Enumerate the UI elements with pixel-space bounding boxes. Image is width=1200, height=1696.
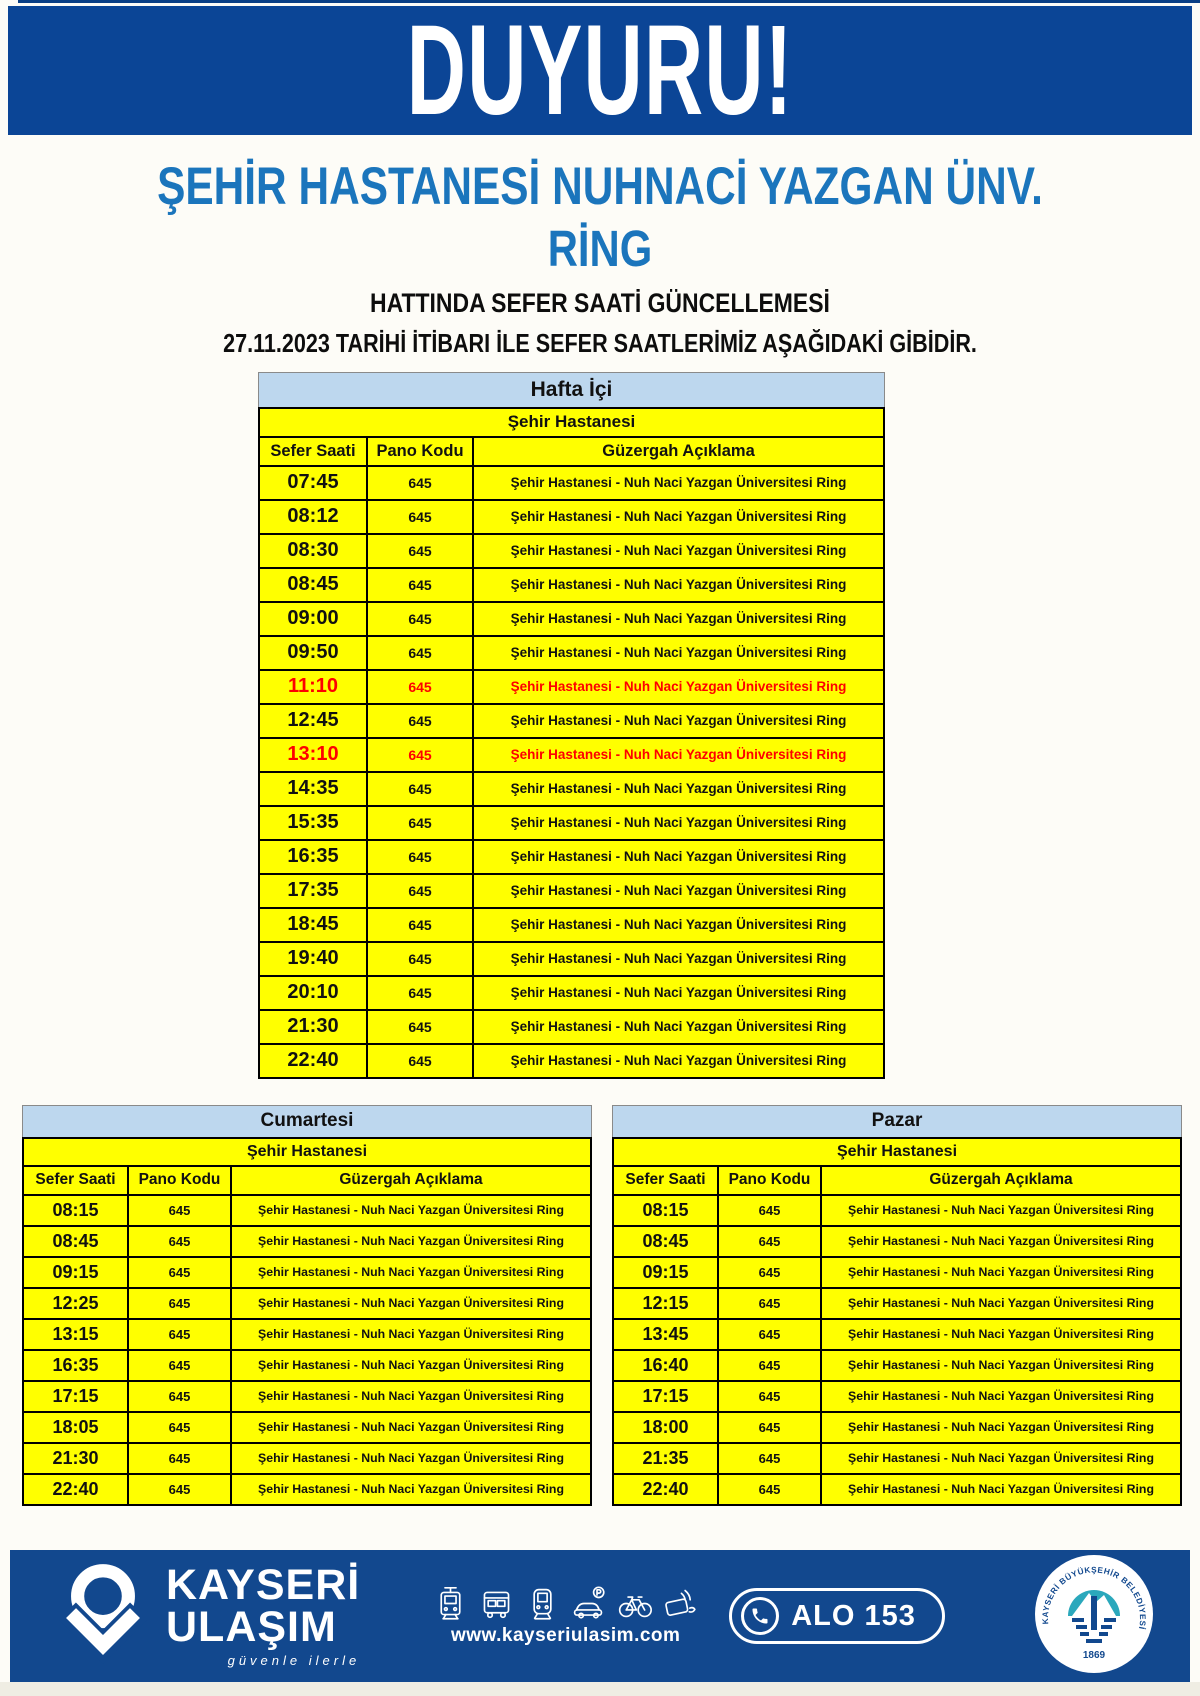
pano-code-cell: 645 [366, 807, 472, 839]
pano-code-cell: 645 [366, 467, 472, 499]
pano-code-cell: 645 [366, 943, 472, 975]
column-header-time: Sefer Saati [625, 1171, 706, 1189]
departure-time-cell: 22:40 [642, 1478, 689, 1499]
departure-time-cell: 07:45 [287, 471, 339, 494]
pano-code-cell: 645 [366, 603, 472, 635]
departure-time-cell: 14:35 [287, 777, 339, 800]
route-description-cell: Şehir Hastanesi - Nuh Naci Yazgan Üniversitesi Ring [820, 1444, 1180, 1473]
route-description-cell: Şehir Hastanesi - Nuh Naci Yazgan Üniversitesi Ring [820, 1351, 1180, 1380]
pano-code-cell: 645 [717, 1444, 820, 1473]
schedule-row [260, 943, 883, 977]
departure-time-cell: 18:45 [287, 913, 339, 936]
schedule-row [614, 1196, 1180, 1227]
table-day-header: Cumartesi [22, 1105, 592, 1137]
column-header-time: Sefer Saati [35, 1171, 116, 1189]
pano-code-cell: 645 [717, 1320, 820, 1349]
schedule-row [614, 1444, 1180, 1475]
route-description-cell: Şehir Hastanesi - Nuh Naci Yazgan Üniversitesi Ring [472, 841, 883, 873]
hotline-number: ALO 153 [791, 1599, 916, 1632]
pano-code-cell: 645 [366, 977, 472, 1009]
departure-time-cell: 12:25 [52, 1292, 99, 1313]
schedule-row [24, 1289, 590, 1320]
brand-tagline: güvenle ilerle [227, 1653, 361, 1669]
departure-time-cell: 21:35 [642, 1447, 689, 1468]
column-header-route: Güzergah Açıklama [230, 1167, 590, 1194]
route-description-cell: Şehir Hastanesi - Nuh Naci Yazgan Üniversitesi Ring [472, 1045, 883, 1077]
pano-code-cell: 645 [366, 535, 472, 567]
column-header-route: Güzergah Açıklama [820, 1167, 1180, 1194]
route-description-cell: Şehir Hastanesi - Nuh Naci Yazgan Üniversitesi Ring [472, 637, 883, 669]
departure-time-cell: 21:30 [52, 1447, 99, 1468]
transport-icons-row [432, 1585, 699, 1622]
route-description-cell: Şehir Hastanesi - Nuh Naci Yazgan Üniversitesi Ring [230, 1227, 590, 1256]
table-day-header: Hafta İçi [258, 372, 885, 407]
departure-time-cell: 12:15 [642, 1292, 689, 1313]
brand-line1: KAYSERİ [166, 1560, 361, 1609]
pano-code-cell: 645 [366, 1011, 472, 1043]
brand-wordmark [166, 1560, 361, 1669]
route-description-cell: Şehir Hastanesi - Nuh Naci Yazgan Üniversitesi Ring [472, 705, 883, 737]
departure-time-cell: 18:00 [642, 1416, 689, 1437]
pano-code-cell: 645 [127, 1475, 230, 1504]
route-description-cell: Şehir Hastanesi - Nuh Naci Yazgan Üniversitesi Ring [472, 807, 883, 839]
route-description-cell: Şehir Hastanesi - Nuh Naci Yazgan Üniversitesi Ring [820, 1289, 1180, 1318]
schedule-row [24, 1196, 590, 1227]
schedule-row [260, 841, 883, 875]
route-description-cell: Şehir Hastanesi - Nuh Naci Yazgan Üniversitesi Ring [820, 1258, 1180, 1287]
departure-time-cell: 08:15 [52, 1199, 99, 1220]
departure-time-cell: 21:30 [287, 1015, 339, 1038]
schedule-row [24, 1320, 590, 1351]
effective-date-line: 27.11.2023 TARİHİ İTİBARI İLE SEFER SAATLERİMİZ AŞAĞIDAKİ GİBİDİR. [223, 327, 977, 358]
pano-code-cell: 645 [717, 1351, 820, 1380]
bottom-strip [0, 1682, 1200, 1696]
departure-time-cell: 08:45 [642, 1230, 689, 1251]
departure-time-cell: 20:10 [287, 981, 339, 1004]
schedule-row [24, 1413, 590, 1444]
municipality-seal [1034, 1554, 1154, 1679]
schedule-row [260, 875, 883, 909]
schedule-row [24, 1258, 590, 1289]
column-header-code: Pano Kodu [717, 1167, 820, 1194]
route-description-cell: Şehir Hastanesi - Nuh Naci Yazgan Üniversitesi Ring [820, 1196, 1180, 1225]
route-description-cell: Şehir Hastanesi - Nuh Naci Yazgan Üniversitesi Ring [472, 977, 883, 1009]
departure-time-cell: 08:45 [52, 1230, 99, 1251]
pano-code-cell: 645 [127, 1289, 230, 1318]
schedule-row [260, 1011, 883, 1045]
route-description-cell: Şehir Hastanesi - Nuh Naci Yazgan Üniversitesi Ring [230, 1196, 590, 1225]
schedule-row [614, 1320, 1180, 1351]
departure-time-cell: 08:30 [287, 539, 339, 562]
route-description-cell: Şehir Hastanesi - Nuh Naci Yazgan Üniversitesi Ring [230, 1289, 590, 1318]
departure-time-cell: 08:12 [287, 505, 339, 528]
departure-time-cell: 13:45 [642, 1323, 689, 1344]
departure-time-cell: 08:15 [642, 1199, 689, 1220]
pano-code-cell: 645 [127, 1444, 230, 1473]
pano-code-cell: 645 [127, 1258, 230, 1287]
schedule-row [260, 671, 883, 705]
schedule-row [260, 637, 883, 671]
departure-time-cell: 16:40 [642, 1354, 689, 1375]
table-station-header: Şehir Hastanesi [614, 1139, 1180, 1167]
column-header-route: Güzergah Açıklama [472, 438, 883, 465]
pano-code-cell: 645 [127, 1413, 230, 1442]
route-description-cell: Şehir Hastanesi - Nuh Naci Yazgan Üniversitesi Ring [472, 467, 883, 499]
route-description-cell: Şehir Hastanesi - Nuh Naci Yazgan Üniversitesi Ring [472, 501, 883, 533]
pano-code-cell: 645 [366, 637, 472, 669]
pano-code-cell: 645 [127, 1196, 230, 1225]
column-header-time: Sefer Saati [270, 441, 356, 460]
table-station-header: Şehir Hastanesi [260, 409, 883, 438]
route-description-cell: Şehir Hastanesi - Nuh Naci Yazgan Üniversitesi Ring [820, 1475, 1180, 1504]
pano-code-cell: 645 [366, 909, 472, 941]
schedule-row [260, 501, 883, 535]
schedule-row [260, 467, 883, 501]
schedule-row [260, 569, 883, 603]
banner [8, 6, 1192, 135]
footer-bar [10, 1550, 1190, 1682]
departure-time-cell: 16:35 [287, 845, 339, 868]
schedule-row [260, 909, 883, 943]
route-description-cell: Şehir Hastanesi - Nuh Naci Yazgan Üniversitesi Ring [472, 535, 883, 567]
table-station-header: Şehir Hastanesi [24, 1139, 590, 1167]
seal-curved-text: KAYSERİ BÜYÜKŞEHİR BELEDİYESİ [1040, 1564, 1148, 1630]
pano-code-cell: 645 [717, 1196, 820, 1225]
schedule-row [260, 1045, 883, 1077]
saturday-table-body [24, 1196, 590, 1504]
schedule-row [260, 705, 883, 739]
pano-code-cell: 645 [366, 705, 472, 737]
contactless-card-icon [662, 1585, 699, 1622]
update-subtitle: HATTINDA SEFER SAATİ GÜNCELLEMESİ [370, 287, 830, 318]
departure-time-cell: 09:15 [52, 1261, 99, 1282]
schedule-row [24, 1382, 590, 1413]
route-description-cell: Şehir Hastanesi - Nuh Naci Yazgan Üniversitesi Ring [472, 875, 883, 907]
bus-icon [478, 1585, 515, 1622]
departure-time-cell: 12:45 [287, 709, 339, 732]
route-description-cell: Şehir Hastanesi - Nuh Naci Yazgan Üniversitesi Ring [472, 569, 883, 601]
route-description-cell: Şehir Hastanesi - Nuh Naci Yazgan Üniversitesi Ring [472, 773, 883, 805]
weekday-table-body [260, 467, 883, 1077]
route-description-cell: Şehir Hastanesi - Nuh Naci Yazgan Üniversitesi Ring [230, 1258, 590, 1287]
route-description-cell: Şehir Hastanesi - Nuh Naci Yazgan Üniversitesi Ring [472, 1011, 883, 1043]
pano-code-cell: 645 [366, 739, 472, 771]
schedule-row [614, 1351, 1180, 1382]
schedule-row [24, 1444, 590, 1475]
schedule-row [614, 1413, 1180, 1444]
route-description-cell: Şehir Hastanesi - Nuh Naci Yazgan Üniversitesi Ring [230, 1320, 590, 1349]
pano-code-cell: 645 [366, 875, 472, 907]
departure-time-cell: 09:00 [287, 607, 339, 630]
schedule-row [614, 1258, 1180, 1289]
departure-time-cell: 09:50 [287, 641, 339, 664]
schedule-row [260, 773, 883, 807]
route-description-cell: Şehir Hastanesi - Nuh Naci Yazgan Üniversitesi Ring [230, 1382, 590, 1411]
route-description-cell: Şehir Hastanesi - Nuh Naci Yazgan Üniversitesi Ring [820, 1320, 1180, 1349]
departure-time-cell: 15:35 [287, 811, 339, 834]
departure-time-cell: 17:15 [642, 1385, 689, 1406]
column-header-code: Pano Kodu [127, 1167, 230, 1194]
sunday-table-body [614, 1196, 1180, 1504]
pano-code-cell: 645 [366, 501, 472, 533]
pano-code-cell: 645 [366, 569, 472, 601]
brand-line2: ULAŞIM [166, 1603, 337, 1651]
departure-time-cell: 16:35 [52, 1354, 99, 1375]
departure-time-cell: 11:10 [287, 675, 339, 698]
schedule-row [24, 1475, 590, 1504]
pano-code-cell: 645 [717, 1289, 820, 1318]
table-column-header-row [614, 1167, 1180, 1196]
car-parking-icon [570, 1585, 607, 1622]
departure-time-cell: 22:40 [287, 1049, 339, 1072]
transport-icons-block [432, 1585, 699, 1647]
schedule-row [260, 603, 883, 637]
pano-code-cell: 645 [717, 1413, 820, 1442]
sunday-schedule-table [612, 1105, 1182, 1506]
route-description-cell: Şehir Hastanesi - Nuh Naci Yazgan Üniversitesi Ring [820, 1227, 1180, 1256]
schedule-row [260, 977, 883, 1011]
schedule-row [260, 535, 883, 569]
bike-icon [616, 1585, 653, 1622]
departure-time-cell: 17:35 [287, 879, 339, 902]
departure-time-cell: 13:10 [287, 743, 339, 766]
schedule-row [24, 1351, 590, 1382]
tram-icon [432, 1585, 469, 1622]
weekend-tables [0, 1105, 1200, 1506]
route-description-cell: Şehir Hastanesi - Nuh Naci Yazgan Üniversitesi Ring [230, 1413, 590, 1442]
departure-time-cell: 22:40 [52, 1478, 99, 1499]
departure-time-cell: 09:15 [642, 1261, 689, 1282]
train-icon [524, 1585, 561, 1622]
weekday-schedule-table [258, 372, 885, 1079]
table-column-header-row [260, 438, 883, 467]
route-description-cell: Şehir Hastanesi - Nuh Naci Yazgan Üniversitesi Ring [820, 1382, 1180, 1411]
schedule-row [24, 1227, 590, 1258]
route-description-cell: Şehir Hastanesi - Nuh Naci Yazgan Üniversitesi Ring [230, 1444, 590, 1473]
pano-code-cell: 645 [366, 841, 472, 873]
route-description-cell: Şehir Hastanesi - Nuh Naci Yazgan Üniversitesi Ring [472, 943, 883, 975]
route-description-cell: Şehir Hastanesi - Nuh Naci Yazgan Üniversitesi Ring [820, 1413, 1180, 1442]
pano-code-cell: 645 [717, 1382, 820, 1411]
pano-code-cell: 645 [366, 671, 472, 703]
departure-time-cell: 17:15 [52, 1385, 99, 1406]
table-column-header-row [24, 1167, 590, 1196]
pano-code-cell: 645 [366, 1045, 472, 1077]
departure-time-cell: 08:45 [287, 573, 339, 596]
route-description-cell: Şehir Hastanesi - Nuh Naci Yazgan Üniversitesi Ring [472, 909, 883, 941]
pano-code-cell: 645 [717, 1475, 820, 1504]
schedule-row [260, 739, 883, 773]
schedule-row [614, 1475, 1180, 1504]
schedule-row [260, 807, 883, 841]
departure-time-cell: 18:05 [52, 1416, 99, 1437]
route-description-cell: Şehir Hastanesi - Nuh Naci Yazgan Üniversitesi Ring [472, 671, 883, 703]
phone-icon [741, 1597, 779, 1635]
pano-code-cell: 645 [127, 1351, 230, 1380]
banner-title: DUYURU! [406, 6, 794, 135]
top-divider [18, 0, 1200, 3]
saturday-schedule-table [22, 1105, 592, 1506]
pano-code-cell: 645 [366, 773, 472, 805]
pano-code-cell: 645 [717, 1258, 820, 1287]
kayseri-ulasim-pin-logo-icon [56, 1558, 150, 1675]
schedule-row [614, 1382, 1180, 1413]
departure-time-cell: 19:40 [287, 947, 339, 970]
route-title-line1: ŞEHİR HASTANESİ NUHNACİ YAZGAN ÜNV. [157, 157, 1043, 216]
website-url: www.kayseriulasim.com [450, 1625, 681, 1646]
pano-code-cell: 645 [717, 1227, 820, 1256]
table-day-header: Pazar [612, 1105, 1182, 1137]
schedule-row [614, 1227, 1180, 1258]
seal-year: 1869 [1082, 1649, 1106, 1661]
route-description-cell: Şehir Hastanesi - Nuh Naci Yazgan Üniversitesi Ring [230, 1475, 590, 1504]
departure-time-cell: 13:15 [52, 1323, 99, 1344]
route-title-line2: RİNG [547, 219, 653, 277]
route-description-cell: Şehir Hastanesi - Nuh Naci Yazgan Üniversitesi Ring [230, 1351, 590, 1380]
pano-code-cell: 645 [127, 1382, 230, 1411]
column-header-code: Pano Kodu [366, 438, 472, 465]
schedule-row [614, 1289, 1180, 1320]
route-description-cell: Şehir Hastanesi - Nuh Naci Yazgan Üniversitesi Ring [472, 603, 883, 635]
pano-code-cell: 645 [127, 1227, 230, 1256]
alo-153-hotline-badge [729, 1588, 945, 1644]
route-description-cell: Şehir Hastanesi - Nuh Naci Yazgan Üniversitesi Ring [472, 739, 883, 771]
pano-code-cell: 645 [127, 1320, 230, 1349]
